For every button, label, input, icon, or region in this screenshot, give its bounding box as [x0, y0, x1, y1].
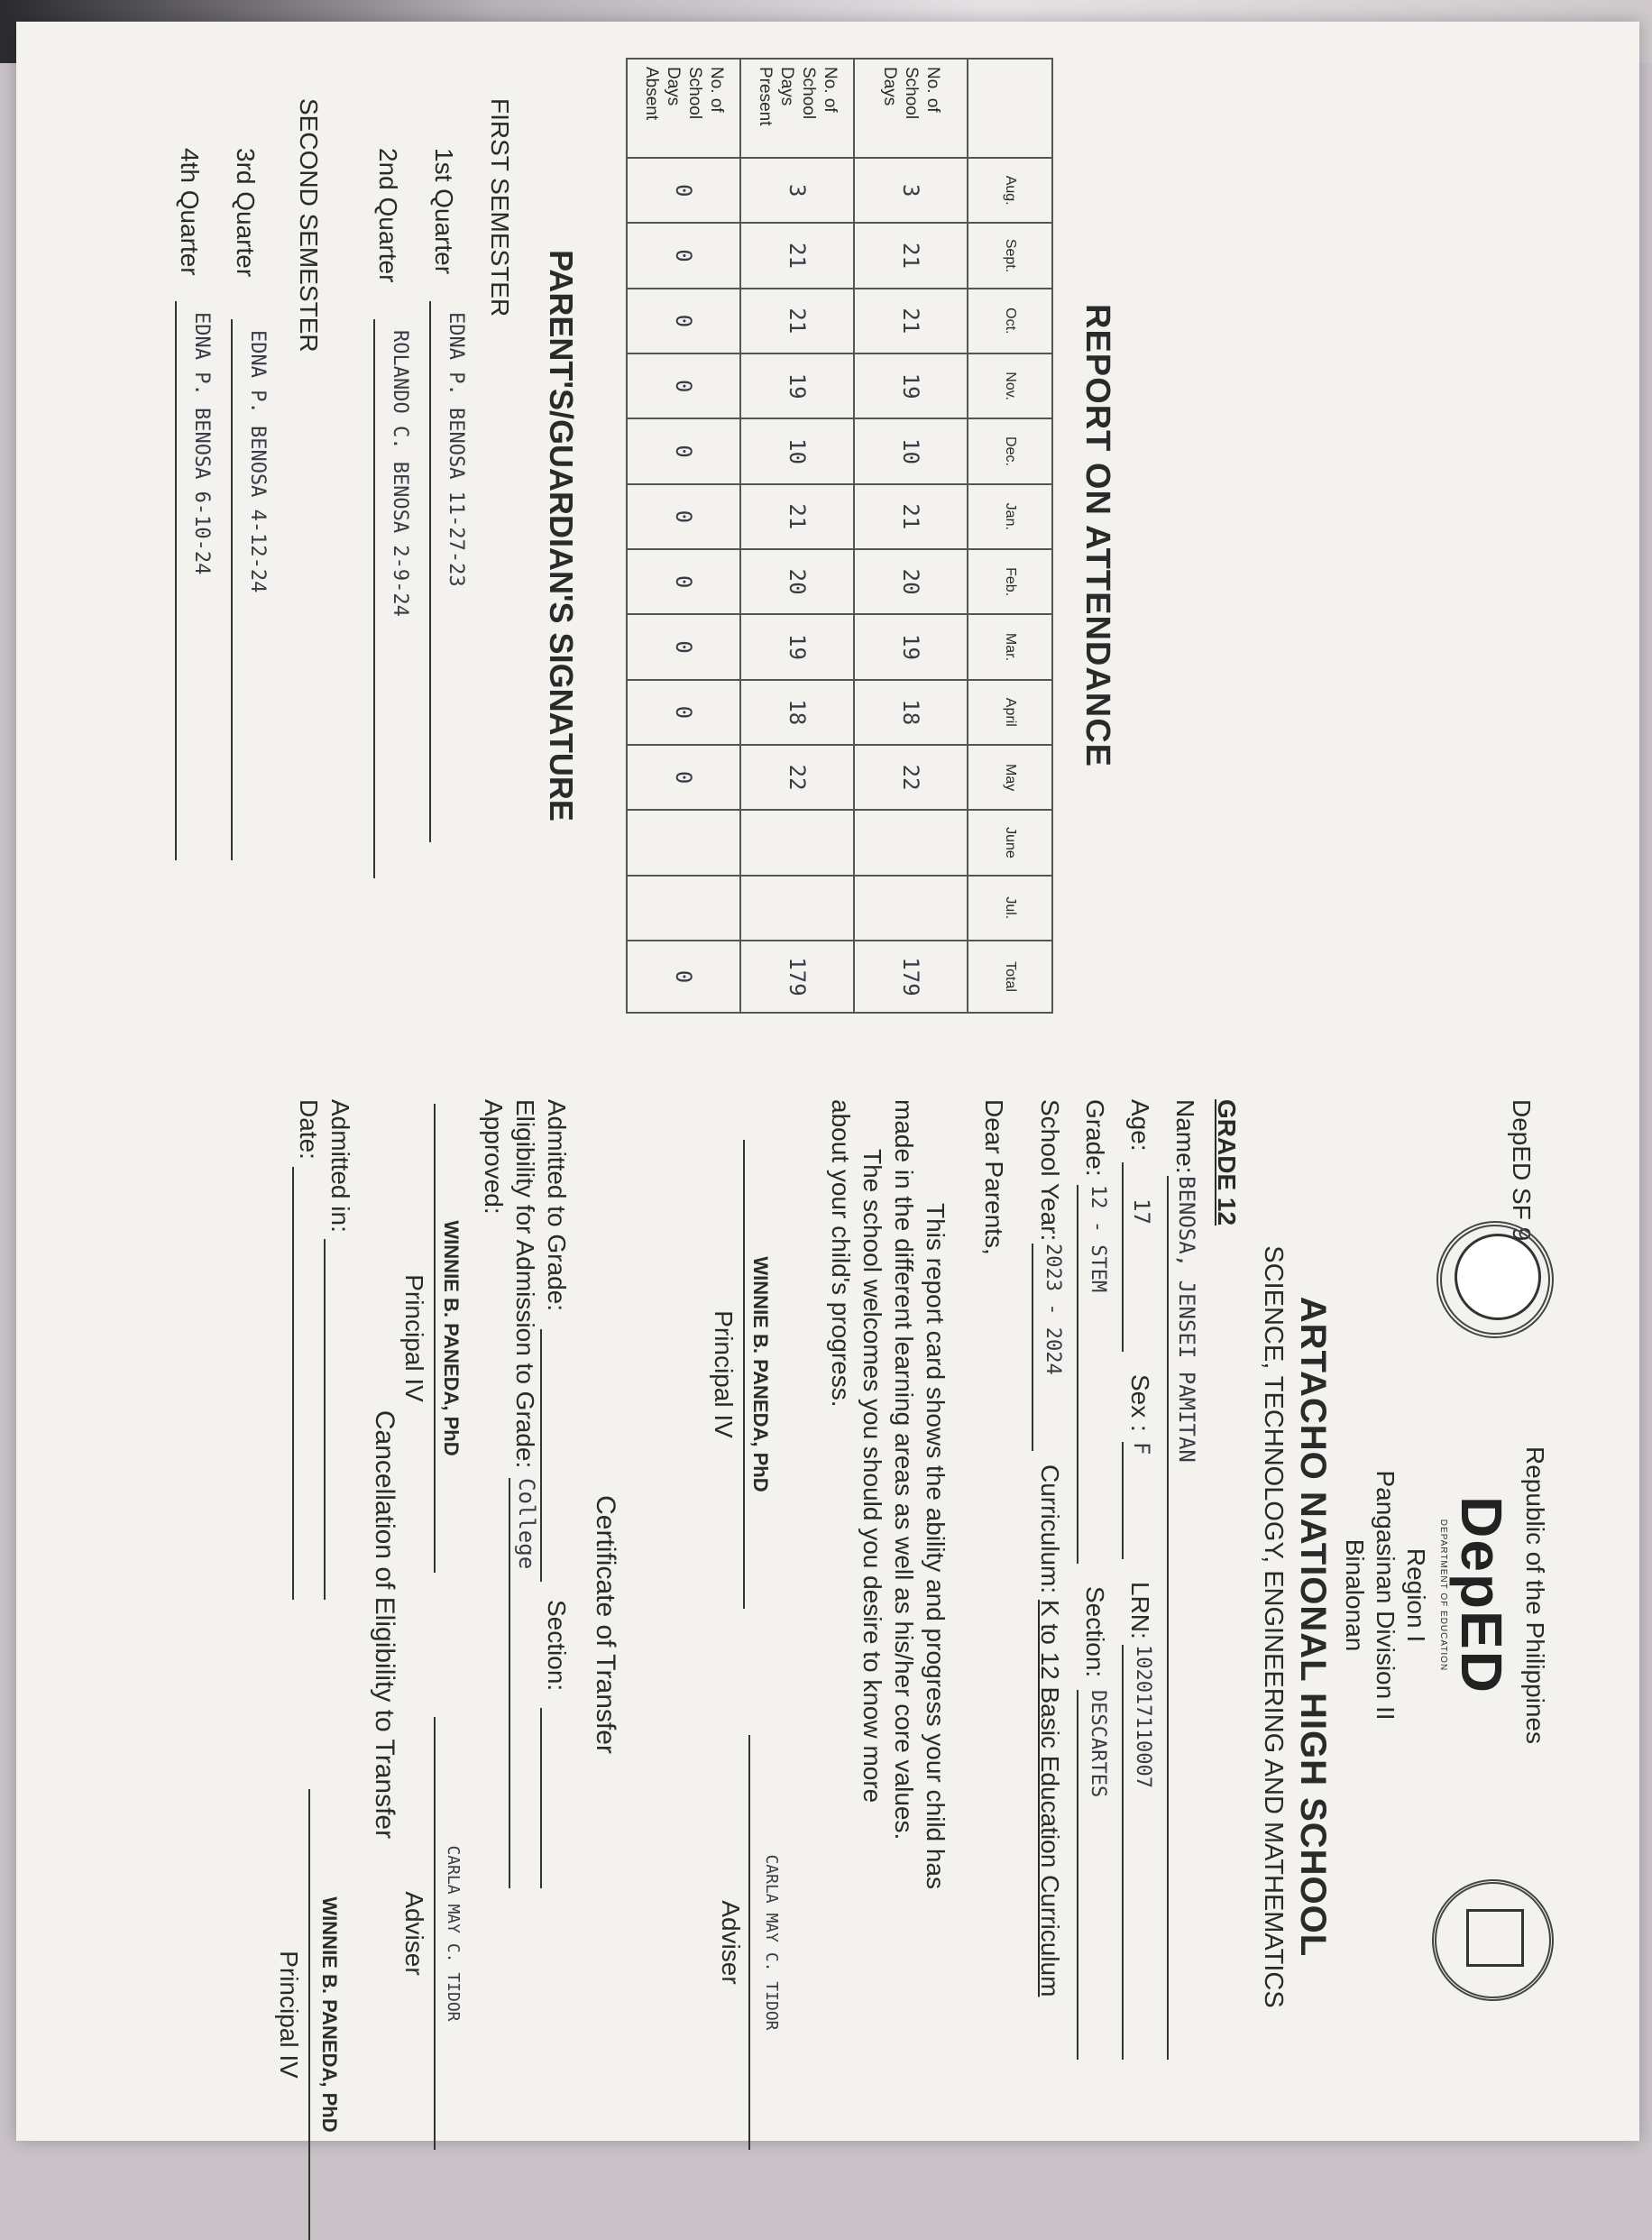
total-header: Total — [968, 941, 1052, 1013]
republic-text: Republic of the Philippines — [1521, 1446, 1549, 1744]
table-cell: 21 — [854, 289, 968, 353]
month-header: Feb. — [968, 549, 1052, 614]
month-header: Jul. — [968, 876, 1052, 941]
rotated-content — [16, 22, 1639, 2141]
row-label: No. of School Days Present — [740, 59, 854, 158]
second-semester-label: SECOND SEMESTER — [295, 98, 323, 353]
parent-signature-title: PARENT'S/GUARDIAN'S SIGNATURE — [543, 250, 580, 822]
table-cell: 3 — [854, 158, 968, 223]
table-cell: 18 — [740, 680, 854, 745]
curriculum-value: K to 12 Basic Education Curriculum — [1036, 1600, 1064, 1997]
name-field — [1167, 1176, 1199, 2060]
table-cell: 20 — [740, 549, 854, 614]
form-code: DepED SF 9 — [1508, 1099, 1536, 1242]
age-label: Age: — [1126, 1099, 1154, 1152]
q3-signature: EDNA P. BENOSA 4-12-24 — [246, 330, 269, 593]
deped-logo-sub: DEPARTMENT OF EDUCATION — [1438, 1519, 1448, 1672]
lrn-value: 102017110007 — [1132, 1645, 1154, 1788]
table-cell — [740, 810, 854, 875]
date-field — [292, 1167, 323, 1600]
letter-adviser-title: Adviser — [717, 1900, 745, 1985]
table-cell: 19 — [740, 614, 854, 679]
table-cell: 21 — [740, 484, 854, 549]
table-cell: 0 — [627, 745, 740, 810]
transfer-adviser-sign-line — [434, 1717, 463, 2150]
q3-label: 3rd Quarter — [232, 148, 260, 278]
table-cell: 19 — [854, 353, 968, 418]
attendance-header-row — [968, 59, 1052, 1013]
attendance-corner-cell — [968, 59, 1052, 158]
total-cell: 179 — [740, 941, 854, 1013]
letter-line-4: about your child's progress. — [827, 1099, 855, 1408]
table-cell — [854, 810, 968, 875]
table-cell: 19 — [854, 614, 968, 679]
sex-field — [1122, 1442, 1154, 1559]
section-value: DESCARTES — [1087, 1690, 1109, 1798]
admitted-in-field — [324, 1239, 354, 1600]
age-field — [1122, 1162, 1154, 1352]
transfer-section-field — [540, 1708, 571, 1888]
month-header: April — [968, 680, 1052, 745]
month-header: May — [968, 745, 1052, 810]
school-year-value: 2023 - 2024 — [1042, 1244, 1064, 1375]
table-cell: 0 — [627, 418, 740, 483]
grade-label: Grade: — [1081, 1099, 1109, 1177]
table-cell: 10 — [854, 418, 968, 483]
sex-value: F — [1129, 1442, 1154, 1455]
table-cell: 21 — [740, 289, 854, 353]
grade-value: 12 - STEM — [1087, 1185, 1109, 1293]
month-header: Dec. — [968, 418, 1052, 483]
letter-line-3: The school welcomes you should you desire to know more — [858, 1149, 886, 1804]
lrn-field — [1122, 1645, 1154, 2060]
q2-label: 2nd Quarter — [374, 148, 402, 283]
table-cell — [854, 876, 968, 941]
q1-sign-line — [429, 301, 467, 842]
transfer-principal-sign-line — [434, 1104, 463, 1573]
letter-principal-name: WINNIE B. PANEDA, PhD — [749, 1256, 772, 1492]
table-cell: 0 — [627, 549, 740, 614]
total-cell: 0 — [627, 941, 740, 1013]
letter-adviser-sign-line — [748, 1735, 781, 2150]
first-semester-label: FIRST SEMESTER — [486, 98, 514, 317]
admitted-to-grade-field — [540, 1329, 571, 1582]
name-label: Name: — [1171, 1099, 1199, 1174]
cancel-principal-name: WINNIE B. PANEDA, PhD — [318, 1896, 341, 2133]
table-cell: 22 — [854, 745, 968, 810]
table-cell: 3 — [740, 158, 854, 223]
transfer-adviser-name: CARLA MAY C. TIDOR — [444, 1845, 463, 2022]
transfer-adviser-title: Adviser — [400, 1891, 428, 1976]
report-card-sheet — [16, 22, 1639, 2141]
row-label: No. of School Days — [854, 59, 968, 158]
letter-adviser-name: CARLA MAY C. TIDOR — [762, 1854, 781, 2031]
admitted-in-label: Admitted in: — [326, 1099, 354, 1233]
table-cell: 0 — [627, 680, 740, 745]
q2-signature: ROLANDO C. BENOSA 2-9-24 — [389, 330, 411, 617]
eligibility-value: College — [514, 1478, 539, 1570]
curriculum-label: Curriculum: — [1036, 1464, 1064, 1594]
table-cell: 0 — [627, 289, 740, 353]
table-cell: 21 — [854, 484, 968, 549]
cancel-principal-sign-line — [308, 1789, 341, 2240]
q1-label: 1st Quarter — [430, 148, 458, 275]
cancellation-heading: Cancellation of Eligibility to Transfer — [370, 1409, 399, 1840]
region-text: Region I — [1402, 1547, 1430, 1643]
table-cell — [740, 876, 854, 941]
school-year-label: School Year: — [1036, 1099, 1064, 1242]
days-absent-row — [627, 59, 740, 1013]
table-cell: 20 — [854, 549, 968, 614]
school-year-field — [1032, 1244, 1064, 1451]
grade-heading: GRADE 12 — [1213, 1099, 1241, 1226]
table-cell: 19 — [740, 353, 854, 418]
days-present-row — [740, 59, 854, 1013]
q4-sign-line — [175, 301, 213, 860]
division-seal-icon — [1436, 1221, 1554, 1338]
town-text: Binalonan — [1341, 1538, 1369, 1652]
month-header: Jan. — [968, 484, 1052, 549]
deped-logo: DepED — [1449, 1496, 1514, 1694]
eligibility-field — [509, 1478, 539, 1888]
table-cell: 21 — [854, 223, 968, 288]
school-days-row — [854, 59, 968, 1013]
month-header: Sept. — [968, 223, 1052, 288]
transfer-heading: Certificate of Transfer — [591, 1495, 620, 1754]
table-cell: 18 — [854, 680, 968, 745]
letter-principal-title: Principal IV — [710, 1310, 738, 1438]
lrn-label: LRN: — [1126, 1582, 1154, 1639]
approved-label: Approved: — [480, 1099, 508, 1215]
division-text: Pangasinan Division II — [1372, 1470, 1400, 1721]
school-seal-icon — [1432, 1879, 1554, 2001]
table-cell: 10 — [740, 418, 854, 483]
sex-label: Sex : — [1126, 1374, 1154, 1432]
q1-signature: EDNA P. BENOSA 11-27-23 — [445, 312, 467, 587]
school-name: ARTACHO NATIONAL HIGH SCHOOL — [1293, 1296, 1333, 1958]
table-cell: 22 — [740, 745, 854, 810]
date-label: Date: — [295, 1099, 323, 1160]
transfer-principal-title: Principal IV — [400, 1274, 428, 1402]
section-field — [1077, 1690, 1109, 2060]
q3-sign-line — [231, 319, 269, 860]
table-cell: 0 — [627, 614, 740, 679]
letter-line-1: This report card shows the ability and progress your child has — [922, 1203, 950, 1890]
table-cell: 0 — [627, 158, 740, 223]
grade-field — [1077, 1185, 1109, 1564]
q4-signature: EDNA P. BENOSA 6-10-24 — [190, 312, 213, 575]
transfer-section-label: Section: — [543, 1600, 571, 1692]
month-header: Mar. — [968, 614, 1052, 679]
table-cell: 0 — [627, 484, 740, 549]
eligibility-label: Eligibility for Admission to Grade: — [511, 1099, 539, 1469]
month-header: June — [968, 810, 1052, 875]
school-subtitle: SCIENCE, TECHNOLOGY, ENGINEERING AND MATHEMATICS — [1259, 1245, 1288, 2008]
total-cell: 179 — [854, 941, 968, 1013]
table-cell: 21 — [740, 223, 854, 288]
table-cell — [627, 876, 740, 941]
attendance-table — [626, 58, 1053, 1014]
name-value: BENOSA, JENSEI PAMITAN — [1174, 1176, 1199, 1463]
age-value: 17 — [1129, 1198, 1154, 1225]
cancel-principal-title: Principal IV — [275, 1951, 303, 2079]
q2-sign-line — [373, 319, 411, 878]
table-cell: 0 — [627, 353, 740, 418]
attendance-title: REPORT ON ATTENDANCE — [1078, 304, 1116, 767]
section-label: Section: — [1081, 1586, 1109, 1678]
letter-principal-sign-line — [743, 1140, 772, 1609]
row-label: No. of School Days Absent — [627, 59, 740, 158]
month-header: Oct. — [968, 289, 1052, 353]
table-cell — [627, 810, 740, 875]
letter-greeting: Dear Parents, — [980, 1099, 1008, 1255]
table-cell: 0 — [627, 223, 740, 288]
month-header: Nov. — [968, 353, 1052, 418]
letter-line-2: made in the different learning areas as well as his/her core values. — [890, 1099, 918, 1841]
month-header: Aug. — [968, 158, 1052, 223]
admitted-to-grade-label: Admitted to Grade: — [543, 1099, 571, 1312]
transfer-principal-name: WINNIE B. PANEDA, PhD — [440, 1220, 463, 1456]
q4-label: 4th Quarter — [176, 148, 204, 276]
